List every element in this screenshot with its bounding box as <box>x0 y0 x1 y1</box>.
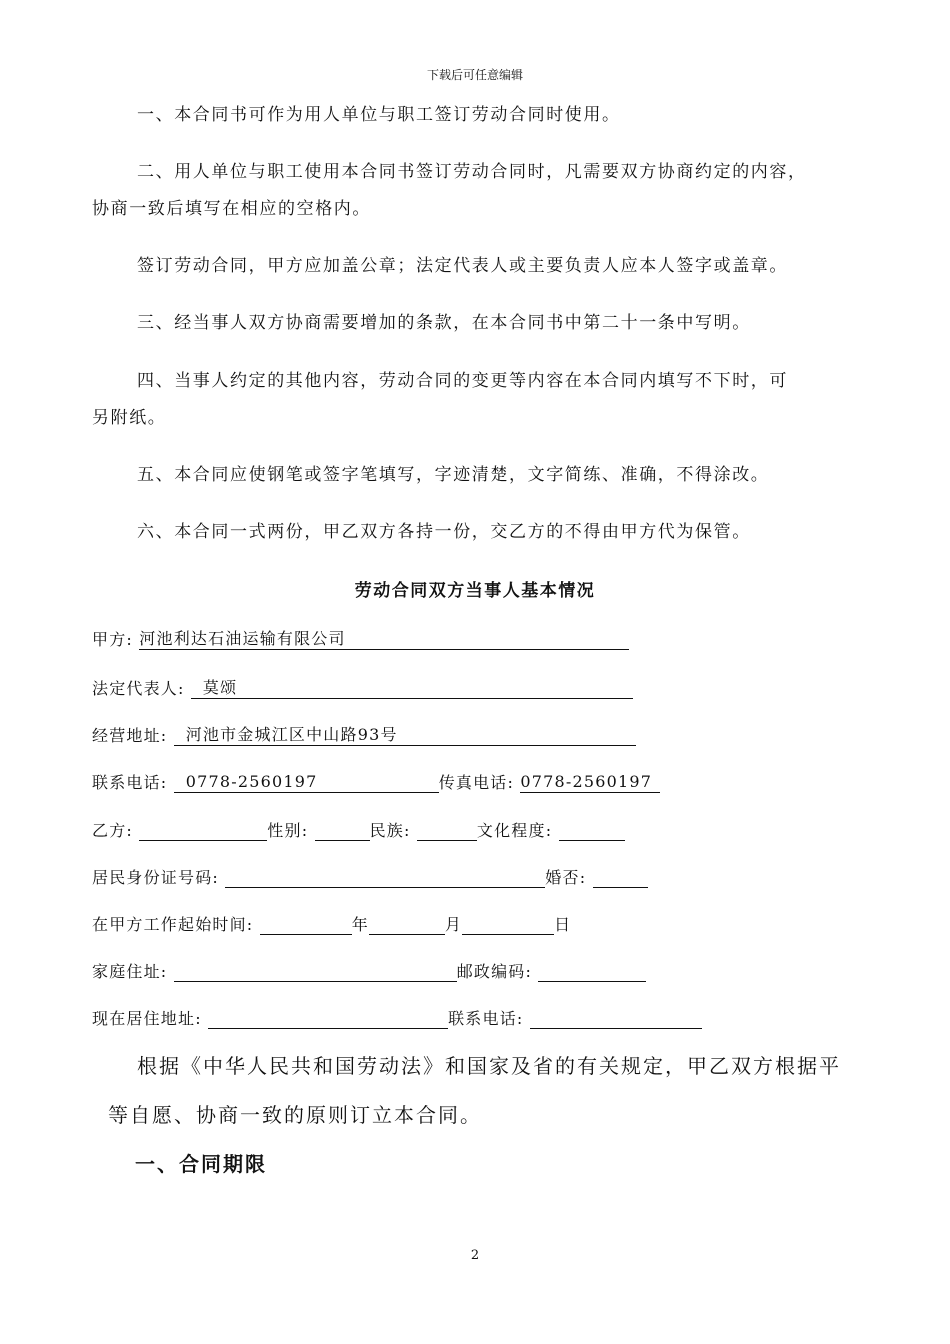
fax-value: 0778-2560197 <box>520 772 653 791</box>
preamble-line-2: 等自愿、协商一致的原则订立本合同。 <box>108 1103 482 1127</box>
instruction-seal: 签订劳动合同，甲方应加盖公章；法定代表人或主要负责人应本人签字或盖章。 <box>137 256 788 276</box>
party-a-field[interactable] <box>139 629 629 650</box>
address-label: 经营地址: <box>92 726 168 745</box>
home-label: 家庭住址: <box>92 962 168 981</box>
party-b-row <box>92 818 625 841</box>
instruction-1: 一、本合同书可作为用人单位与职工签订劳动合同时使用。 <box>137 105 621 125</box>
current-address-row <box>92 1006 702 1029</box>
id-row <box>92 865 648 888</box>
education-field[interactable] <box>559 820 625 841</box>
postcode-label: 邮政编码: <box>456 962 533 981</box>
phone-value: 0778-2560197 <box>185 772 318 791</box>
section-heading: 一、合同期限 <box>135 1152 267 1176</box>
legal-rep-value: 莫颂 <box>202 678 238 697</box>
id-label: 居民身份证号码: <box>92 868 219 887</box>
party-a-row <box>92 627 629 650</box>
instruction-3: 三、经当事人双方协商需要增加的条款，在本合同书中第二十一条中写明。 <box>137 313 751 333</box>
home-field[interactable] <box>174 961 457 982</box>
gender-label: 性别: <box>267 821 309 840</box>
start-year-field[interactable] <box>260 914 352 935</box>
ethnicity-field[interactable] <box>417 820 477 841</box>
instruction-4-cont: 另附纸。 <box>92 408 167 428</box>
marital-label: 婚否: <box>545 868 587 887</box>
instruction-4: 四、当事人约定的其他内容，劳动合同的变更等内容在本合同内填写不下时，可 <box>137 371 788 391</box>
month-label: 月 <box>444 915 463 934</box>
address-row <box>92 723 636 746</box>
postcode-field[interactable] <box>538 961 646 982</box>
start-month-field[interactable] <box>369 914 445 935</box>
current-address-label: 现在居住地址: <box>92 1009 202 1028</box>
page-number: 2 <box>470 1248 480 1263</box>
legal-rep-field[interactable] <box>191 678 633 699</box>
start-label: 在甲方工作起始时间: <box>92 915 254 934</box>
phone-label: 联系电话: <box>92 773 168 792</box>
start-day-field[interactable] <box>462 914 554 935</box>
education-label: 文化程度: <box>476 821 553 840</box>
fax-field[interactable] <box>520 772 660 793</box>
home-row <box>92 959 646 982</box>
address-field[interactable] <box>174 725 636 746</box>
marital-field[interactable] <box>593 867 648 888</box>
basic-info-title: 劳动合同双方当事人基本情况 <box>354 581 596 601</box>
legal-rep-row <box>92 676 633 699</box>
fax-label: 传真电话: <box>438 773 515 792</box>
contact-label: 联系电话: <box>448 1009 524 1028</box>
current-address-field[interactable] <box>208 1008 448 1029</box>
legal-rep-label: 法定代表人: <box>92 679 185 698</box>
phone-fax-row <box>92 770 660 793</box>
phone-field[interactable] <box>174 772 439 793</box>
id-field[interactable] <box>225 867 545 888</box>
party-b-field[interactable] <box>139 820 267 841</box>
gender-field[interactable] <box>315 820 370 841</box>
instruction-5: 五、本合同应使钢笔或签字笔填写，字迹清楚，文字简练、准确，不得涂改。 <box>137 465 770 485</box>
instruction-2: 二、用人单位与职工使用本合同书签订劳动合同时，凡需要双方协商约定的内容， <box>137 162 807 182</box>
instruction-2-cont: 协商一致后填写在相应的空格内。 <box>92 199 371 219</box>
party-b-label: 乙方: <box>92 821 133 840</box>
ethnicity-label: 民族: <box>369 821 411 840</box>
address-value: 河池市金城江区中山路93号 <box>185 725 398 744</box>
day-label: 日 <box>554 915 572 934</box>
contact-field[interactable] <box>530 1008 702 1029</box>
page-header: 下载后可任意编辑 <box>426 68 523 82</box>
instruction-6: 六、本合同一式两份，甲乙双方各持一份，交乙方的不得由甲方代为保管。 <box>137 522 751 542</box>
year-label: 年 <box>351 915 369 934</box>
start-date-row <box>92 912 571 935</box>
party-a-label: 甲方: <box>92 630 133 649</box>
preamble-line-1: 根据《中华人民共和国劳动法》和国家及省的有关规定，甲乙双方根据平 <box>137 1054 841 1078</box>
party-a-value: 河池利达石油运输有限公司 <box>139 629 346 648</box>
